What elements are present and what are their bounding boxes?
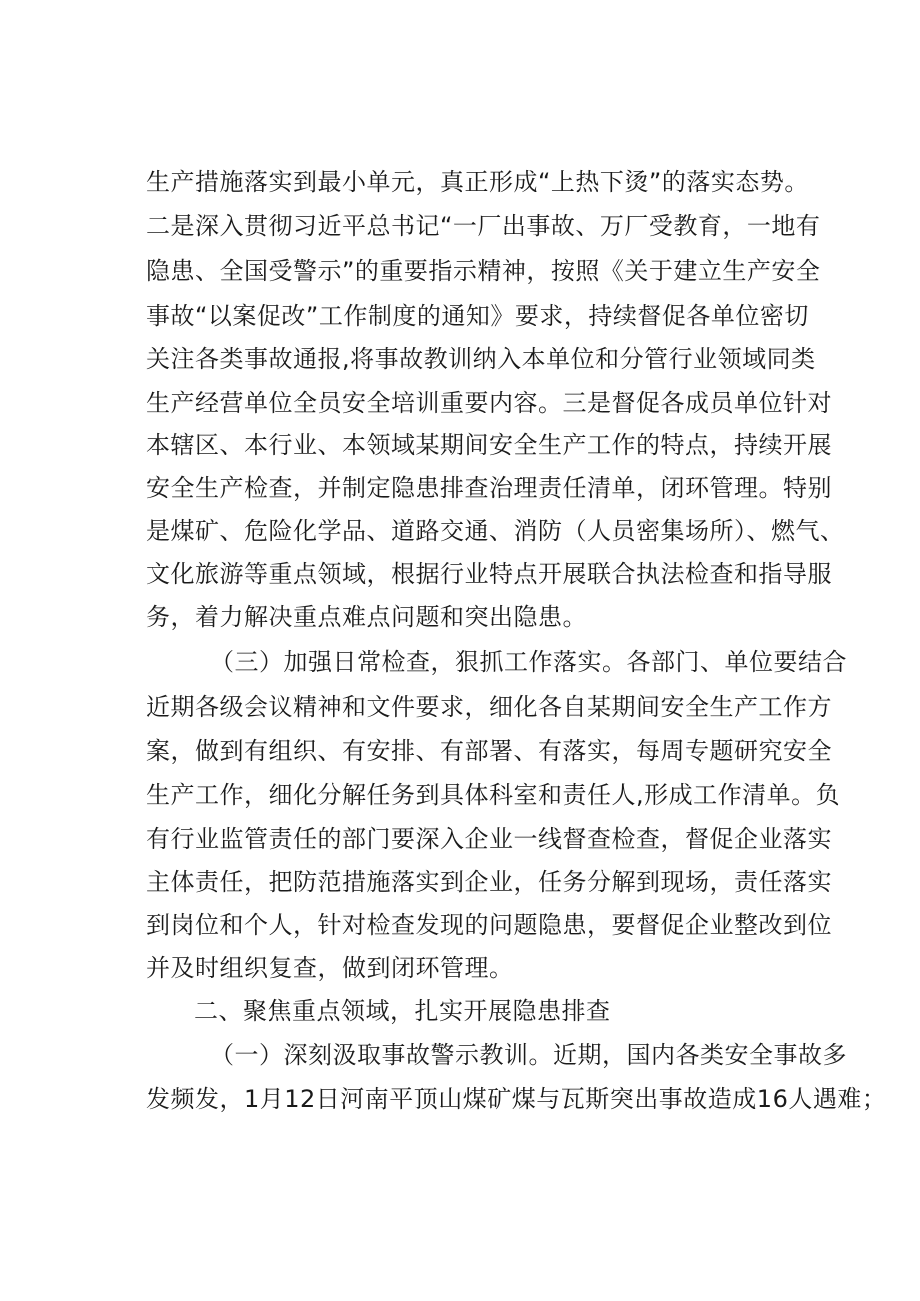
paragraph-line: 主体责任，把防范措施落实到企业，任务分解到现场，责任落实 — [146, 868, 832, 896]
subsection-heading-line: （一）深刻汲取事故警示教训。近期，国内各类安全事故多 — [210, 1041, 847, 1069]
paragraph-line: 二是深入贯彻习近平总书记“一厂出事故、万厂受教育，一地有 — [146, 212, 821, 240]
section-heading: 二、聚焦重点领域，扎实开展隐患排查 — [194, 997, 611, 1025]
paragraph-line: 事故“以案促改”工作制度的通知》要求，持续督促各单位密切 — [146, 302, 809, 330]
section-heading-line: （三）加强日常检查，狠抓工作落实。各部门、单位要结合 — [210, 648, 847, 676]
paragraph-line: 发频发，1月12日河南平顶山煤矿煤与瓦斯突出事故造成16人遇难； — [146, 1085, 887, 1113]
paragraph-line: 文化旅游等重点领域，根据行业特点开展联合执法检查和指导服 — [146, 560, 832, 588]
paragraph-line: 安全生产检查，并制定隐患排查治理责任清单，闭环管理。特别 — [146, 474, 832, 502]
paragraph-line: 有行业监管责任的部门要深入企业一线督查检查，督促企业落实 — [146, 825, 832, 853]
paragraph-line: 生产工作，细化分解任务到具体科室和责任人,形成工作清单。负 — [146, 781, 841, 809]
paragraph-line: 关注各类事故通报,将事故教训纳入本单位和分管行业领域同类 — [146, 345, 816, 373]
paragraph-line: 案，做到有组织、有安排、有部署、有落实，每周专题研究安全 — [146, 737, 832, 765]
paragraph-line: 务，着力解决重点难点问题和突出隐患。 — [146, 603, 587, 631]
paragraph-line: 生产经营单位全员安全培训重要内容。三是督促各成员单位针对 — [146, 389, 832, 417]
paragraph-line: 并及时组织复查，做到闭环管理。 — [146, 954, 514, 982]
paragraph-line: 近期各级会议精神和文件要求，细化各自某期间安全生产工作方 — [146, 693, 832, 721]
paragraph-line: 本辖区、本行业、本领域某期间安全生产工作的特点，持续开展 — [146, 431, 832, 459]
paragraph-line: 生产措施落实到最小单元，真正形成“上热下烫”的落实态势。 — [146, 168, 809, 196]
paragraph-line: 隐患、全国受警示”的重要指示精神，按照《关于建立生产安全 — [146, 257, 821, 285]
paragraph-line: 是煤矿、危险化学品、道路交通、消防（人员密集场所）、燃气、 — [146, 517, 845, 545]
paragraph-line: 到岗位和个人，针对检查发现的问题隐患，要督促企业整改到位 — [146, 911, 832, 939]
